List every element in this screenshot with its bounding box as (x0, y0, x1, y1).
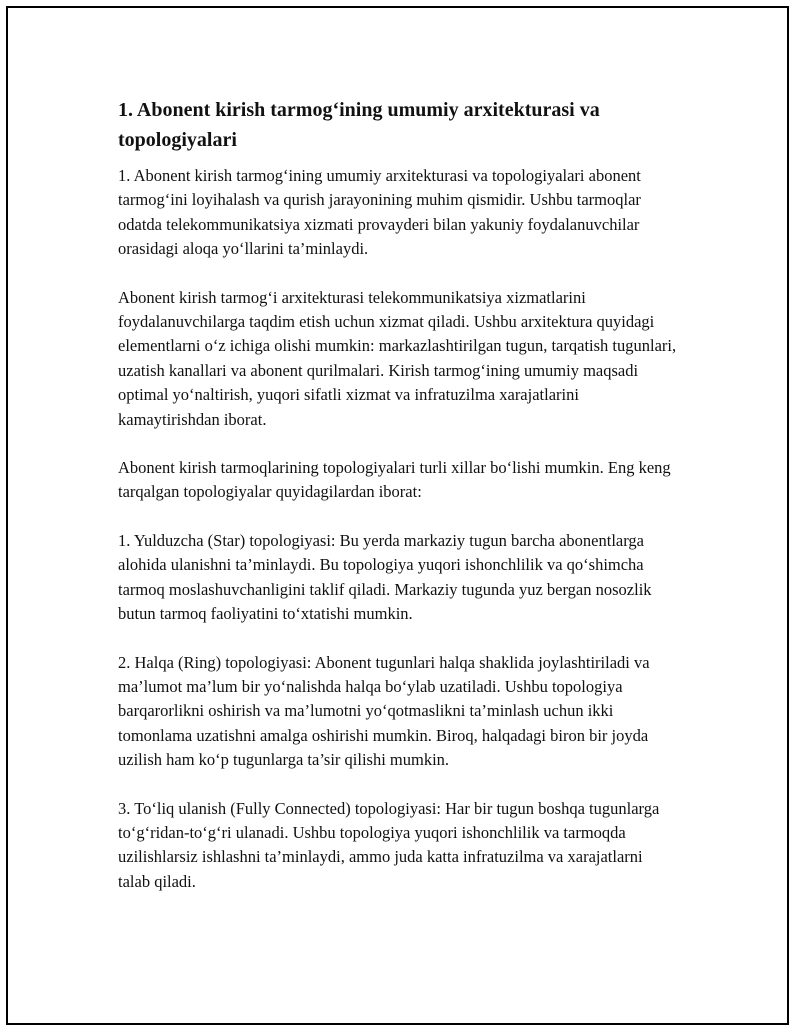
document-title: 1. Abonent kirish tarmog‘ining umumiy arxitekturasi va topologiyalari (118, 99, 600, 151)
paragraph-topologies-intro: Abonent kirish tarmoqlarining topologiyalari turli xillar bo‘lishi mumkin. Eng keng tarqalgan topologiyalar quyidagilardan iborat: (118, 458, 671, 502)
paragraph-intro: 1. Abonent kirish tarmog‘ining umumiy arxitekturasi va topologiyalari abonent tarmog‘ini loyihalash va qurish jarayonining muhim qismidir. Ushbu tarmoqlar odatda telekommunikatsiya xizmati provayderi bilan yakuniy foydalanuvchilar orasidagi aloqa yo‘llarini ta’minlaydi. (118, 166, 641, 259)
paragraph-ring-topology: 2. Halqa (Ring) topologiyasi: Abonent tugunlari halqa shaklida joylashtiriladi va ma’lumot ma’lum bir yo‘nalishda halqa bo‘ylab uzatiladi. Ushbu topologiya barqarorlikni oshirish va ma’lumotni yo‘qotmaslikni ta’minlash uchun ikki tomonlama uzatishni amalga oshirishi mumkin. Biroq, halqadagi biron bir joyda uzilish ham ko‘p tugunlarga ta’sir qilishi mumkin. (118, 652, 650, 770)
paragraph-architecture: Abonent kirish tarmog‘i arxitekturasi telekommunikatsiya xizmatlarini foydalanuvchilarga taqdim etish uchun xizmat qiladi. Ushbu arxitektura quyidagi elementlarni o‘z ichiga olishi mumkin: markazlashtirilgan tugun, tarqatish tugunlari, uzatish kanallari va abonent qurilmalari. Kirish tarmog‘ining umumiy maqsadi optimal yo‘naltirish, yuqori sifatli xizmat va infratuzilma xarajatlarini kamaytirishdan iborat. (118, 287, 677, 429)
paragraph-fully-connected-topology: 3. To‘liq ulanish (Fully Connected) topologiyasi: Har bir tugun boshqa tugunlarga to‘g‘ridan-to‘g‘ri ulanadi. Ushbu topologiya yuqori ishonchlilik va tarmoqda uzilishlarsiz ishlashni ta’minlaydi, ammo juda katta infratuzilma va xarajatlarni talab qiladi. (118, 798, 660, 891)
paragraph-star-topology: 1. Yulduzcha (Star) topologiyasi: Bu yerda markaziy tugun barcha abonentlarga alohida ulanishni ta’minlaydi. Bu topologiya yuqori ishonchlilik va qo‘shimcha tarmoq moslashuvchanligini taklif qiladi. Markaziy tugunda yuz bergan nosozlik butun tarmoq faoliyatini to‘xtatishi mumkin. (118, 530, 652, 624)
document-body (118, 95, 678, 918)
